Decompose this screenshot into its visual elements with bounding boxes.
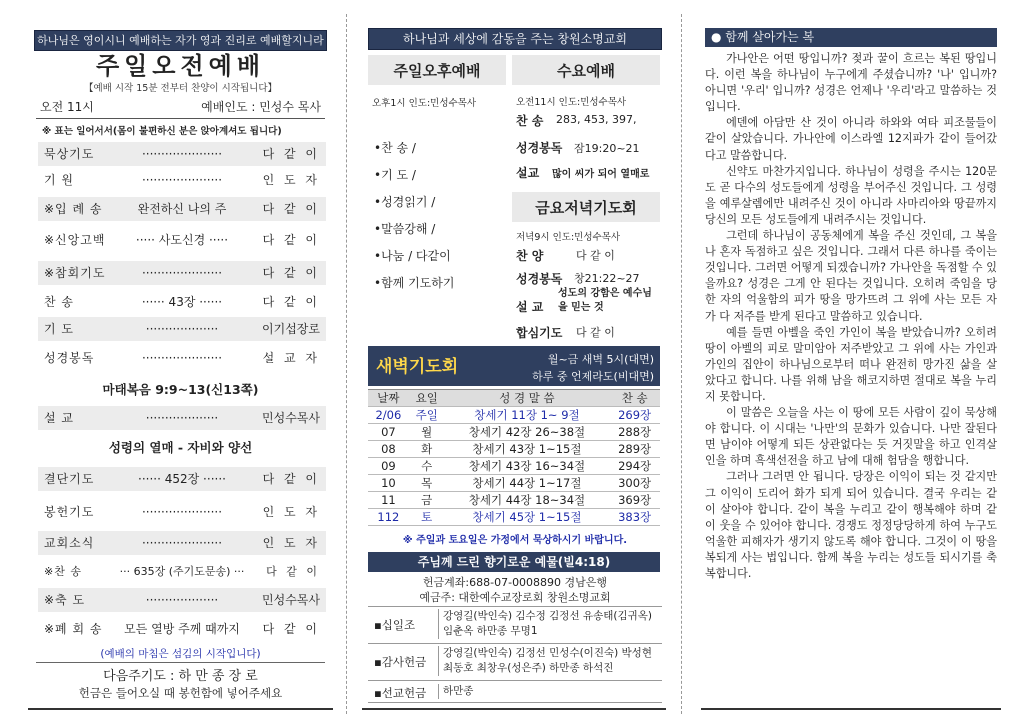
article-paragraph: 그러나 그러면 안 됩니다. 당장은 이익이 되는 것 같지만 그 이익이 도리어 화가 되게 되어 있습니다. 결국 우리는 같이 살아야 합니다. 같이 복을 누리고 같이 행복해야 하며 같이 웃을 수 있어야 합니다. 경쟁도 정정당당하게 하여 누구도 억울한 피해자가 생기지 않도록 해야 합니다. 그것이 이 땅을 복되게 사는 법입니다. 함께 복을 누리는 성도들 되시기를 축복합니다. [705, 470, 997, 580]
passage-cell: 창세기 43장 16~34절 [445, 458, 610, 475]
page-title: 주일오전예배 [95, 51, 266, 80]
order-person: 인 도 자 [262, 173, 320, 187]
subtitle: 【예배 시작 15분 전부터 찬양이 시작됩니다】 [83, 83, 278, 94]
order-label: ※참회기도 [44, 266, 106, 280]
order-person: 다 같 이 [262, 295, 320, 309]
table-row [368, 424, 660, 441]
hymn-cell: 300장 [609, 475, 660, 492]
friday-pray-label: 합심기도 [516, 326, 563, 340]
sunday-pm-item: •말씀강해 / [374, 222, 436, 236]
order-label: 묵상기도 [44, 147, 95, 161]
order-label: 기 도 [44, 322, 74, 336]
offering-row [368, 644, 662, 681]
sunday-pm-header [368, 55, 506, 85]
article-paragraph: 에덴에 아담만 산 것이 아니라 하와와 여타 피조물들이 같이 살았습니다. 가나안에 이스라엘 12지파가 같이 들어갔다고 말씀합니다. [705, 116, 997, 162]
column-header: 요일 [409, 390, 445, 407]
order-detail: ····················· [141, 266, 223, 280]
order-label: ※찬 송 [44, 565, 82, 578]
friday-sermon: 성도의 강함은 예수님을 믿는 것 [558, 288, 652, 313]
order-row [38, 228, 326, 252]
service-time: 오전 11시 [40, 100, 94, 114]
order-row [38, 617, 326, 641]
wednesday-read: 잠19:20~21 [574, 142, 640, 155]
order-person: 다 같 이 [262, 202, 320, 216]
passage-cell: 창세기 11장 1~ 9절 [445, 407, 610, 424]
passage-cell: 창세기 44장 1~17절 [445, 475, 610, 492]
order-detail: ····················· [141, 173, 223, 187]
order-detail: 완전하신 나의 주 [137, 202, 227, 216]
order-label: 봉헌기도 [44, 505, 95, 519]
sunday-pm-item: •성경읽기 / [374, 195, 436, 209]
order-person: 인 도 자 [262, 505, 320, 519]
order-detail: ··················· [145, 411, 219, 425]
order-person: 민성수목사 [262, 411, 320, 425]
article-paragraph: 가나안은 어떤 땅입니까? 젖과 꿀이 흐르는 복된 땅입니다. 이런 복을 하나님이 누구에게 주셨습니까? '나' 입니까? 아니면 '우리' 입니까? 성경은 언제나 '우리'라고 말씀하는 것입니다. [705, 52, 997, 114]
column-divider [346, 14, 347, 714]
date-cell: 08 [368, 441, 409, 458]
date-cell: 2/06 [368, 407, 409, 424]
sunday-morning-column [28, 0, 333, 724]
day-cell: 금 [409, 492, 445, 509]
date-cell: 09 [368, 458, 409, 475]
wednesday-header [512, 55, 660, 85]
order-person: 이기섭장로 [262, 322, 320, 336]
hymn-cell: 289장 [609, 441, 660, 458]
order-detail: ····················· [141, 536, 223, 550]
order-row [38, 197, 326, 221]
day-cell: 목 [409, 475, 445, 492]
article-paragraph: 이 말씀은 오늘을 사는 이 땅에 모든 사람이 깊이 묵상해야 합니다. 이 시대는 '나만'의 문화가 있습니다. 나만 잘된다면 남이야 어떻게 되든 상관없다는 듯 거짓말을 하고 인격살인을 하며 흑색선전을 하고 남에 대해 험담을 행합니다. [705, 406, 997, 468]
offering-holder: 예금주: 대한예수교장로회 창원소명교회 [419, 591, 611, 604]
church-banner: 하나님과 세상에 감동을 주는 창원소명교회 [368, 28, 662, 50]
scripture-reference: 마태복음 9:9~13(신13쪽) [102, 382, 259, 397]
sunday-pm-item: •기 도 / [374, 168, 416, 182]
dawn-time1: 월~금 새벽 5시(대면) [547, 353, 654, 366]
sunday-pm-item: •나눔 / 다같이 [374, 249, 451, 263]
sermon-title: 성령의 열매 - 자비와 양선 [108, 440, 253, 455]
sunday-pm-item: •찬 송 / [374, 141, 416, 155]
order-label: 설 교 [44, 411, 74, 425]
sunday-pm-title: 주일오후예배 [393, 62, 481, 80]
dawn-note: ※ 주일과 토요일은 가정에서 묵상하시기 바랍니다. [402, 535, 628, 546]
friday-read: 창21:22~27 [574, 272, 640, 285]
order-detail: ··················· [145, 322, 219, 336]
closing-note: (예배의 마침은 섬김의 시작입니다) [100, 648, 261, 660]
friday-header [512, 192, 660, 222]
offering-row [368, 682, 662, 703]
hymn-cell: 294장 [609, 458, 660, 475]
order-person: 설 교 자 [262, 351, 320, 365]
order-person: 다 같 이 [262, 266, 320, 280]
order-row [38, 467, 326, 491]
service-leader: 예배인도 : 민성수 목사 [201, 100, 321, 114]
order-person: 다 같 이 [262, 147, 320, 161]
hymn-cell: 288장 [609, 424, 660, 441]
column-header: 날짜 [368, 390, 409, 407]
order-row [38, 261, 326, 285]
friday-title: 금요저녁기도회 [535, 199, 637, 217]
dawn-prayer-header [368, 346, 660, 386]
order-person: 민성수목사 [262, 593, 320, 607]
day-cell: 월 [409, 424, 445, 441]
wednesday-title: 수요예배 [557, 62, 615, 80]
day-cell: 토 [409, 509, 445, 526]
day-cell: 주일 [409, 407, 445, 424]
table-row [368, 492, 660, 509]
order-row [38, 290, 326, 314]
order-label: 결단기도 [44, 472, 95, 486]
wednesday-hymn-label: 찬 송 [516, 114, 544, 128]
sunday-pm-info: 오후1시 인도:민성수목사 [372, 98, 477, 109]
article-paragraph: 그런데 하나님이 공동체에게 복을 주신 것인데, 그 복을 나 혼자 독점하고 싶은 것입니다. 그래서 다른 하나를 죽이는 것입니다. 그러면 어떻게 되겠습니까? 가나안을 독점할 수 있을까요? 성경은 그게 안 된다는 것입니다. 오히려 죽임을 당한 자의 억울함의 피가 땅을 망가뜨려 그 위에 사는 모든 자가 다 저주를 받게 된다고 말씀하고 있습니다. [705, 229, 997, 323]
order-detail: ····················· [141, 351, 223, 365]
date-cell: 10 [368, 475, 409, 492]
order-detail: ····················· [141, 147, 223, 161]
hymn-cell: 383장 [609, 509, 660, 526]
article-title: ● 함께 살아가는 복 [711, 30, 815, 44]
sunday-pm-item: •함께 기도하기 [374, 276, 455, 290]
sermon-row [38, 406, 326, 430]
offering-label: ▪십일조 [374, 618, 416, 632]
day-cell: 화 [409, 441, 445, 458]
order-detail: ····· 사도신경 ····· [135, 233, 229, 247]
order-person: 다 같 이 [262, 233, 320, 247]
order-row [38, 588, 326, 612]
offering-row [368, 606, 662, 644]
day-cell: 수 [409, 458, 445, 475]
offering-label: ▪선교헌금 [374, 686, 427, 700]
order-person: 다 같 이 [262, 622, 320, 636]
wednesday-hymn: 283, 453, 397, [556, 113, 637, 126]
date-cell: 07 [368, 424, 409, 441]
offering-names: 하만종 [438, 684, 665, 699]
order-label: ※입 례 송 [44, 202, 103, 216]
friday-sermon-label: 설 교 [516, 300, 544, 314]
friday-pray: 다 같 이 [576, 326, 615, 339]
passage-cell: 창세기 44장 18~34절 [445, 492, 610, 509]
order-detail: ······ 43장 ······ [141, 295, 223, 309]
article-body [705, 51, 997, 582]
order-label: ※폐 회 송 [44, 622, 103, 636]
standing-note: ※ 표는 일어서서(몸이 불편하신 분은 앉아계셔도 됩니다) [42, 126, 282, 137]
offering-header: 주님께 드린 향기로운 예물(빌4:18) [368, 552, 660, 572]
verse-banner: 하나님은 영이시니 예배하는 자가 영과 진리로 예배할지니라 [34, 30, 327, 51]
order-detail: ··· 635장 (주기도문송) ··· [119, 565, 245, 578]
table-row [368, 407, 660, 424]
passage-cell: 창세기 43장 1~15절 [445, 441, 610, 458]
order-detail: ····················· [141, 505, 223, 519]
order-label: 찬 송 [44, 295, 74, 309]
order-row [38, 168, 326, 192]
order-row [38, 560, 326, 584]
next-prayer: 다음주기도 : 하 만 종 장 로 [103, 669, 258, 684]
column-header: 찬 송 [609, 390, 660, 407]
column-divider [681, 14, 682, 714]
service-info [36, 98, 325, 119]
passage-cell: 창세기 42장 26~38절 [445, 424, 610, 441]
offering-label: ▪감사헌금 [374, 655, 427, 669]
order-detail: ··················· [145, 593, 219, 607]
order-detail: 모든 열방 주께 때까지 [124, 622, 240, 636]
column-header: 성 경 말 씀 [445, 390, 610, 407]
table-row [368, 441, 660, 458]
hymn-cell: 269장 [609, 407, 660, 424]
table-header-row [368, 390, 660, 407]
weekday-column [362, 0, 666, 724]
table-row [368, 475, 660, 492]
order-row [38, 317, 326, 341]
order-person: 인 도 자 [262, 536, 320, 550]
dawn-time2: 하루 중 언제라도(비대면) [532, 370, 654, 383]
date-cell: 11 [368, 492, 409, 509]
wednesday-info: 오전11시 인도:민성수목사 [516, 97, 627, 108]
column-article [697, 0, 1001, 724]
dawn-schedule-table [368, 389, 660, 526]
offering-note: 헌금은 들어오실 때 봉헌함에 넣어주세요 [78, 686, 283, 700]
date-cell: 112 [368, 509, 409, 526]
hymn-cell: 369장 [609, 492, 660, 509]
order-label: ※신앙고백 [44, 233, 106, 247]
article-heading [705, 28, 997, 47]
friday-hymn: 다 같 이 [576, 249, 615, 262]
wednesday-read-label: 성경봉독 [516, 141, 563, 155]
order-label: 성경봉독 [44, 351, 95, 365]
order-row [38, 142, 326, 166]
passage-cell: 창세기 45장 1~15절 [445, 509, 610, 526]
wednesday-sermon: 많이 씨가 되어 열매로 [552, 169, 650, 180]
friday-hymn-label: 찬 양 [516, 249, 544, 263]
order-label: ※축 도 [44, 593, 86, 607]
order-person: 다 같 이 [262, 472, 320, 486]
order-person: 다 같 이 [266, 565, 320, 578]
order-row [38, 531, 326, 555]
article-paragraph: 예를 들면 아벨을 죽인 가인이 복을 받았습니까? 오히려 땅이 아벨의 피로 말미암아 저주받았고 그 위에 사는 가인과 가인의 집안이 하나님으로부터 떠나 완전히 망가진 삶을 살았다고 합니다. 나를 위해 남을 해코지하면 절대로 복을 누리지 못합니다. [705, 325, 997, 403]
friday-read-label: 성경봉독 [516, 272, 563, 286]
order-row [38, 346, 326, 370]
wednesday-sermon-label: 설교 [516, 166, 540, 180]
article-paragraph: 신약도 마찬가지입니다. 하나님이 성령을 주시는 120문도 곧 다수의 성도들에게 성령을 부어주신 것입니다. 그 성령을 예루살렘에만 내려주신 것이 아니라 사마리아와 땅끝까지 당신의 모든 성도들에게 내려주시는 것입니다. [705, 164, 997, 226]
order-label: 교회소식 [44, 536, 95, 550]
table-row [368, 509, 660, 526]
table-row [368, 458, 660, 475]
order-label: 기 원 [44, 173, 74, 187]
offering-names: 강영길(박인숙) 김수정 김정선 유송태(김귀옥) 임춘옥 하만종 무명1 [438, 609, 665, 639]
order-detail: ······ 452장 ······ [138, 472, 226, 486]
dawn-title: 새벽기도회 [376, 357, 459, 377]
order-row [38, 500, 326, 524]
friday-info: 저녁9시 인도:민성수목사 [516, 232, 621, 243]
offering-names: 강영길(박인숙) 김정선 민성수(이진숙) 박성현 최동호 최창우(성은주) 하만종 하석진 [438, 646, 665, 676]
offering-account: 헌금계좌:688-07-0008890 경남은행 [422, 576, 608, 589]
